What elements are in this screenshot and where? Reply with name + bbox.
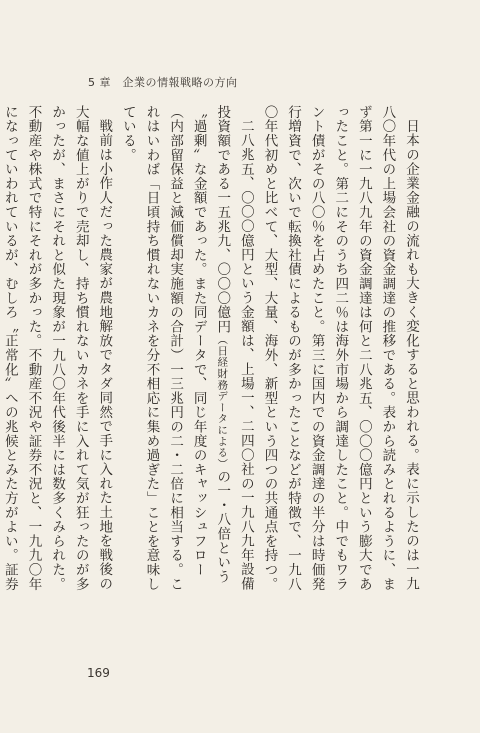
paragraph-2-text: 二八兆五、〇〇〇億円という金額は、上場一、二四〇社の一九八九年設備投資額である一五兆九、〇〇〇億円 — [214, 105, 254, 591]
page-number: 169 — [87, 666, 110, 680]
paragraph-2 — [115, 105, 257, 595]
paragraph-2-rest: の一・八倍という〝過剰〟な金額であった。また同データで、同じ年度のキャッシュフロー（内部留保益と減価償却実施額の合計）一三兆円の二・二倍に相当する。これはいわば「日頃持ち慣れないカネを分不相応に集め過ぎた」ことを意味している。 — [119, 105, 231, 592]
paragraph-2-note: （日経財務データによる） — [216, 333, 229, 470]
body-text — [1, 105, 422, 595]
running-head: 5 章 企業の情報戦略の方向 — [88, 76, 238, 89]
paragraph-1: 日本の企業金融の流れも大きく変化すると思われる。表に示したのは一九八〇年代の上場会社の資金調達の推移である。表から読みとれるように、まず第一に一九八九年の資金調達は何と二八兆五、〇〇〇億円という膨大であったこと。第二にそのうち四二％は海外市場から調達したこと。中でもワラント債がその八〇％を占めたこと。第三に国内での資金調達の半分は時価発行増資で、次いで転換社債によるものが多かったことなどが特徴で、一九八〇年代初めと比べて、大型、大量、海外、新型という四つの共通点を持つ。 — [261, 105, 419, 592]
paragraph-3: 戦前は小作人だった農家が農地解放でタダ同然で手に入れた土地を戦後の大幅な値上がりで売却し、持ち慣れないカネを手に入れて気が狂ったのが多かったが、まさにそれと似た現象が一九八〇年代後半には数多くみられた。不動産や株式で特にそれが多かった。不動産不況や証券不況と、一九九〇年になっていわれているが、むしろ〝正常化〟への兆候とみた方がよい。証券 — [1, 105, 113, 592]
